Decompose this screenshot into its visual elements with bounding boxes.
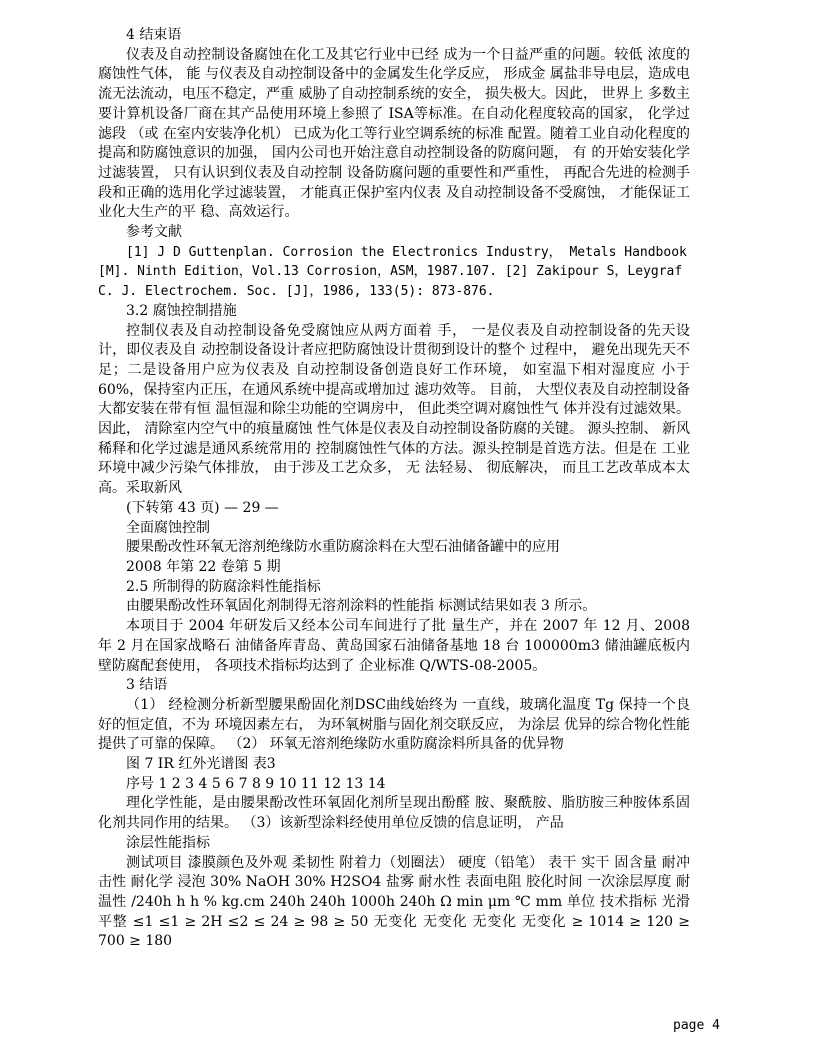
- paragraph: 控制仪表及自动控制设备免受腐蚀应从两方面着 手， 一是仪表及自动控制设备的先天设计，即仪表及自 动控制设备设计者应把防腐蚀设计贯彻到设计的整个 过程中， 避免出现先天不足；二是设备用户应为仪表及 自动控制设备创造良好工作环境， 如室温下相对湿度应 小于60%，保持室内正压，在通风系统中提高或增加过 滤功效等。 目前， 大型仪表及自动控制设备大都安装在带有恒 温恒湿和除尘功能的空调房中， 但此类空调对腐蚀性气 体并没有过滤效果。因此， 清除室内空气中的痕量腐蚀 性气体是仪表及自动控制设备防腐的关键。 源头控制、 新风稀释和化学过滤是通风系统常用的 控制腐蚀性气体的方法。源头控制是首选方法。但是在 工业环境中减少污染气体排放， 由于涉及工艺众多， 无 法轻易、 彻底解决， 而且工艺改革成本太高。采取新风: [98, 322, 690, 497]
- document-body: [98, 26, 690, 952]
- continued-note: (下转第 43 页) — 29 —: [126, 499, 279, 516]
- table-title: 涂层性能指标: [126, 834, 210, 851]
- page-number: page 4: [673, 1018, 720, 1033]
- references-heading: 参考文献: [126, 224, 182, 241]
- section-heading: 4 结束语: [126, 27, 182, 43]
- paragraph: 理化学性能，是由腰果酚改性环氧固化剂所呈现出酚醛 胺、聚酰胺、脂肪胺三种胺体系固化剂共同作用的结果。 （3）该新型涂料经使用单位反馈的信息证明， 产品: [98, 795, 690, 832]
- article-title: 腰果酚改性环氧无溶剂绝缘防水重防腐涂料在大型石油储备罐中的应用: [126, 539, 560, 556]
- table-content: 测试项目 漆膜颜色及外观 柔韧性 附着力（划圈法） 硬度（铅笔） 表干 实干 固含量 耐冲击性 耐化学 浸泡 30% NaOH 30% H2SO4 盐雾 耐水性 表面电阻 胶化时间 一次涂层厚度 耐温性 /240h h h % kg.cm 240h 240h 1000h 240h Ω min μm ℃ mm 单位 技术指标 光滑平整 ≤1 ≤1 ≥ 2H ≤2 ≤ 24 ≥ 98 ≥ 50 无变化 无变化 无变化 无变化 ≥ 1014 ≥ 120 ≥ 700 ≥ 180: [98, 854, 690, 950]
- section-heading: 3 结语: [126, 677, 168, 694]
- paragraph: 由腰果酚改性环氧固化剂制得无溶剂涂料的性能指 标测试结果如表 3 所示。: [126, 598, 597, 615]
- paragraph: （1） 经检测分析新型腰果酚固化剂DSC曲线始终为 一直线，玻璃化温度 Tg 保持一个良好的恒定值，不为 环境因素左右， 为环氧树脂与固化剂交联反应， 为涂层 优异的综合物化性能提供了可靠的保障。 （2） 环氧无溶剂绝缘防水重防腐涂料所具备的优异物: [98, 696, 690, 753]
- table-header-row: 序号 1 2 3 4 5 6 7 8 9 10 11 12 13 14: [126, 775, 386, 792]
- issue-info: 2008 年第 22 卷第 5 期: [126, 558, 281, 575]
- reference-list: [1] J D Guttenplan. Corrosion the Electronics Industry， Metals Handbook [M]. Ninth Edition，Vol.13 Corrosion，ASM，1987.107. [2] Zakipour S，Leygraf C. J. Electrochem. Soc. [J]，1986, 133(5): 873-876.: [98, 244, 687, 300]
- section-heading: 3.2 腐蚀控制措施: [126, 302, 237, 319]
- paragraph: 仪表及自动控制设备腐蚀在化工及其它行业中已经 成为一个日益严重的问题。较低 浓度的腐蚀性气体， 能 与仪表及自动控制设备中的金属发生化学反应， 形成金 属盐非导电层，造成电流无法流动，电压不稳定，严重 威胁了自动控制系统的安全， 损失极大。因此， 世界上 多数主要计算机设备厂商在其产品使用环境上参照了 ISA等标准。在自动化程度较高的国家， 化学过滤段 （或 在室内安装净化机） 已成为化工等行业空调系统的标准 配置。随着工业自动化程度的提高和防腐蚀意识的加强， 国内公司也开始注意自动控制设备的防腐问题， 有 的开始安装化学过滤装置， 只有认识到仪表及自动控制 设备防腐问题的重要性和严重性， 再配合先进的检测手 段和正确的选用化学过滤装置， 才能真正保护室内仪表 及自动控制设备不受腐蚀， 才能保证工业化大生产的平 稳、高效运行。: [98, 46, 690, 221]
- running-header: 全面腐蚀控制: [126, 519, 210, 536]
- section-heading: 2.5 所制得的防腐涂料性能指标: [126, 578, 321, 595]
- paragraph: 本项目于 2004 年研发后又经本公司车间进行了批 量生产，并在 2007 年 12 月、2008 年 2 月在国家战略石 油储备库青岛、黄岛国家石油储备基地 18 台 100000m3 储油罐底板内壁防腐配套使用， 各项技术指标均达到了 企业标准 Q/WTS-08-2005。: [98, 618, 690, 674]
- figure-caption: 图 7 IR 红外光谱图 表3: [126, 756, 276, 773]
